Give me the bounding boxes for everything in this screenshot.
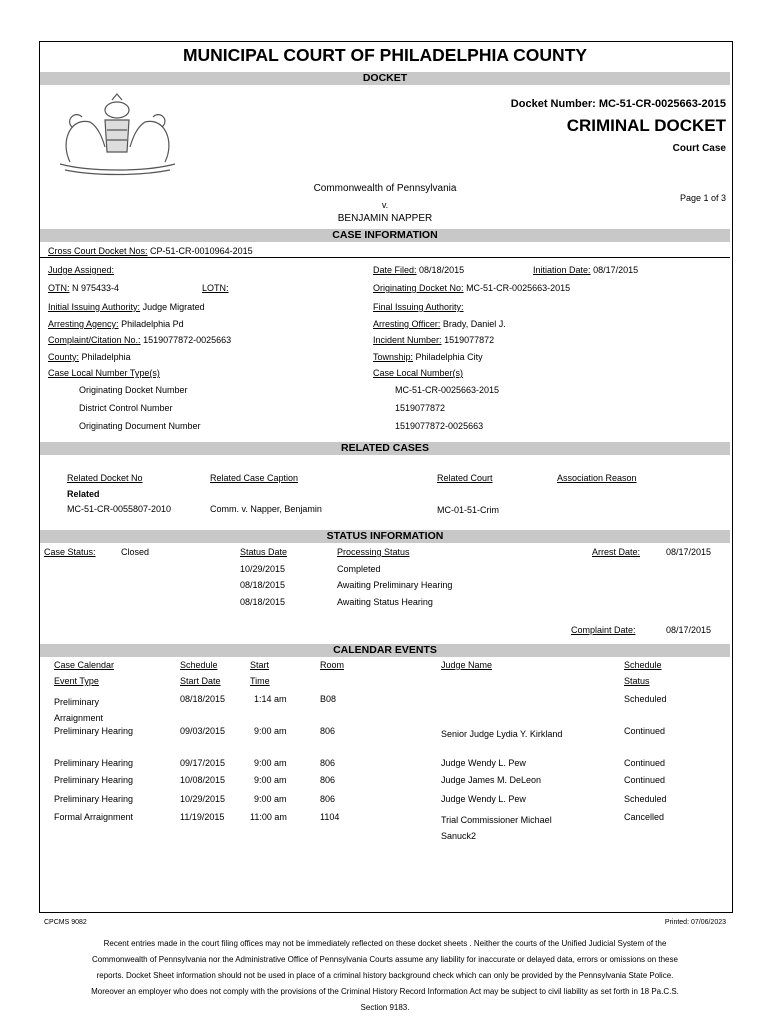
township [373, 352, 483, 362]
initial-issuing-authority [48, 302, 205, 312]
otn-label: OTN: [48, 283, 70, 293]
township-label: Township: [373, 352, 414, 362]
event-room: 1104 [320, 812, 340, 822]
event-judge: Judge James M. DeLeon [441, 775, 542, 785]
arresting-officer-label: Arresting Officer: [373, 319, 441, 329]
event-room: 806 [320, 775, 336, 785]
event-type: Preliminary Hearing [54, 758, 134, 768]
initiation-label: Initiation Date: [533, 265, 591, 275]
complaint-label: Complaint/Citation No.: [48, 335, 141, 345]
event-room: 806 [320, 758, 336, 768]
event-judge: Trial Commissioner Michael Sanuck2 [441, 815, 552, 841]
status-information-bar: STATUS INFORMATION [40, 530, 730, 543]
event-status: Continued [624, 726, 666, 736]
otn-value: N 975433-4 [72, 283, 120, 293]
otn [48, 283, 119, 293]
related-docket: MC-51-CR-0055807-2010 [67, 504, 172, 514]
judge-assigned-label: Judge Assigned: [48, 265, 115, 275]
event-date: 10/08/2015 [180, 775, 226, 785]
event-type: Preliminary Hearing [54, 794, 134, 804]
related-group-label: Related [67, 489, 100, 499]
arresting-officer-value: Brady, Daniel J. [442, 319, 506, 329]
local-number: 1519077872-0025663 [395, 421, 484, 431]
local-number: 1519077872 [395, 403, 446, 413]
form-id: CPCMS 9082 [44, 919, 87, 926]
judge-name-header: Judge Name [441, 660, 493, 670]
arresting-agency-label: Arresting Agency: [48, 319, 119, 329]
case-kind: Court Case [672, 143, 726, 154]
incident-label: Incident Number: [373, 335, 442, 345]
processing-status-header: Processing Status [337, 547, 410, 557]
county [48, 352, 131, 362]
date-filed-label: Date Filed: [373, 265, 417, 275]
processing-status: Awaiting Status Hearing [337, 597, 433, 607]
event-type: Preliminary Hearing [54, 726, 134, 736]
event-type: Formal Arraignment [54, 812, 134, 822]
printed-date: Printed: 07/06/2023 [664, 919, 726, 926]
event-type: Preliminary Hearing [54, 775, 134, 785]
event-type: Preliminary Arraignment [54, 697, 104, 723]
event-date: 08/18/2015 [180, 694, 226, 704]
event-status: Continued [624, 775, 666, 785]
court-title: MUNICIPAL COURT OF PHILADELPHIA COUNTY [182, 45, 588, 65]
local-type: Originating Document Number [79, 421, 201, 431]
event-time: 9:00 am [254, 794, 287, 804]
event-time: 9:00 am [254, 758, 287, 768]
originating-docket-value: MC-51-CR-0025663-2015 [466, 283, 571, 293]
event-status: Continued [624, 758, 666, 768]
related-caption: Comm. v. Napper, Benjamin [210, 504, 322, 514]
start-time-header: Start [250, 660, 270, 670]
related-cases-bar: RELATED CASES [40, 442, 730, 455]
arrest-date-label: Arrest Date: [592, 547, 641, 557]
related-court-header: Related Court [437, 473, 493, 483]
processing-status: Awaiting Preliminary Hearing [337, 580, 453, 590]
cross-court-docket [48, 246, 253, 256]
event-date: 11/19/2015 [180, 812, 225, 822]
event-date: 09/03/2015 [180, 726, 226, 736]
status-date-header: Status Date [240, 547, 288, 557]
event-room: B08 [320, 694, 337, 704]
originating-docket-label: Originating Docket No: [373, 283, 464, 293]
event-judge: Judge Wendy L. Pew [441, 794, 526, 804]
related-docket-header: Related Docket No [67, 473, 143, 483]
event-time: 11:00 am [250, 812, 287, 822]
incident-value: 1519077872 [444, 335, 495, 345]
event-type-header: Case Calendar [54, 660, 115, 670]
event-status: Scheduled [624, 794, 667, 804]
room-header: Room [320, 660, 345, 670]
county-label: County: [48, 352, 80, 362]
case-status-value: Closed [121, 547, 150, 557]
cross-court-label: Cross Court Docket Nos: [48, 246, 148, 256]
incident-number [373, 335, 494, 345]
docket-bar: DOCKET [40, 72, 730, 85]
initiation-date [533, 265, 638, 275]
association-reason-header: Association Reason [557, 473, 637, 483]
complaint-citation [48, 335, 231, 345]
processing-status: Completed [337, 564, 381, 574]
page-indicator: Page 1 of 3 [679, 193, 726, 203]
event-status: Cancelled [624, 812, 665, 822]
schedule-start-header: Schedule [180, 660, 218, 670]
originating-docket [373, 283, 570, 293]
arresting-agency-value: Philadelphia Pd [121, 319, 184, 329]
schedule-status-header-2: Status [624, 676, 650, 686]
caption-line2: v. [381, 200, 389, 210]
final-issuing-authority-label: Final Issuing Authority: [373, 302, 464, 312]
case-information-bar: CASE INFORMATION [40, 229, 730, 242]
event-judge: Judge Wendy L. Pew [441, 758, 526, 768]
caption-line1: Commonwealth of Pennsylvania [313, 183, 457, 194]
county-value: Philadelphia [81, 352, 131, 362]
arresting-officer [373, 319, 506, 329]
caption-line3: BENJAMIN NAPPER [337, 213, 433, 224]
start-time-header-2: Time [250, 676, 270, 686]
event-date: 09/17/2015 [180, 758, 226, 768]
related-caption-header: Related Case Caption [210, 473, 299, 483]
event-type-header-2: Event Type [54, 676, 99, 686]
event-time: 1:14 am [254, 694, 287, 704]
date-filed [373, 265, 464, 275]
status-date: 08/18/2015 [240, 580, 286, 590]
schedule-start-header-2: Start Date [180, 676, 221, 686]
complaint-date-value: 08/17/2015 [666, 625, 712, 635]
divider [40, 257, 730, 258]
lotn-label: LOTN: [202, 283, 229, 293]
initiation-value: 08/17/2015 [593, 265, 639, 275]
cross-court-value: CP-51-CR-0010964-2015 [150, 246, 253, 256]
local-type: District Control Number [79, 403, 173, 413]
event-room: 806 [320, 726, 336, 736]
event-date: 10/29/2015 [180, 794, 226, 804]
arrest-date-value: 08/17/2015 [666, 547, 712, 557]
case-status-label: Case Status: [44, 547, 96, 557]
case-local-numbers-label: Case Local Number(s) [373, 368, 464, 378]
date-filed-value: 08/18/2015 [419, 265, 465, 275]
pennsylvania-coat-of-arms-icon [50, 92, 185, 177]
schedule-status-header: Schedule [624, 660, 662, 670]
local-number: MC-51-CR-0025663-2015 [395, 385, 500, 395]
related-court: MC-01-51-Crim [437, 505, 500, 515]
local-type: Originating Docket Number [79, 385, 188, 395]
docket-type: CRIMINAL DOCKET [566, 116, 726, 135]
calendar-events-bar: CALENDAR EVENTS [40, 644, 730, 657]
complaint-date-label: Complaint Date: [571, 625, 636, 635]
docket-number: Docket Number: MC-51-CR-0025663-2015 [510, 98, 726, 110]
initial-auth-label: Initial Issuing Authority: [48, 302, 141, 312]
event-status: Scheduled [624, 694, 667, 704]
status-date: 08/18/2015 [240, 597, 286, 607]
case-local-number-types-label: Case Local Number Type(s) [48, 368, 160, 378]
township-value: Philadelphia City [415, 352, 483, 362]
event-judge: Senior Judge Lydia Y. Kirkland [441, 729, 563, 739]
event-time: 9:00 am [254, 726, 287, 736]
disclaimer: Recent entries made in the court filing offices may not be immediately reflected on these docket sheets . Neither the courts of the Unified Judicial System of the Commonwealth of Pennsylvania nor the Administrative Office of Pennsylvania Courts assume any liability for inaccurate or delayed data, errors or omissions on these reports. Docket Sheet information should not be used in place of a criminal history background check which can only be provided by the Pennsylvania State Police. Moreover an employer who does not comply with the provisions of the Criminal History Record Information Act may be subject to civil liability as set forth in 18 Pa.C.S. Section 9183. [91, 939, 679, 1012]
status-date: 10/29/2015 [240, 564, 286, 574]
event-time: 9:00 am [254, 775, 287, 785]
arresting-agency [48, 319, 184, 329]
initial-auth-value: Judge Migrated [142, 302, 205, 312]
event-room: 806 [320, 794, 336, 804]
complaint-value: 1519077872-0025663 [143, 335, 232, 345]
